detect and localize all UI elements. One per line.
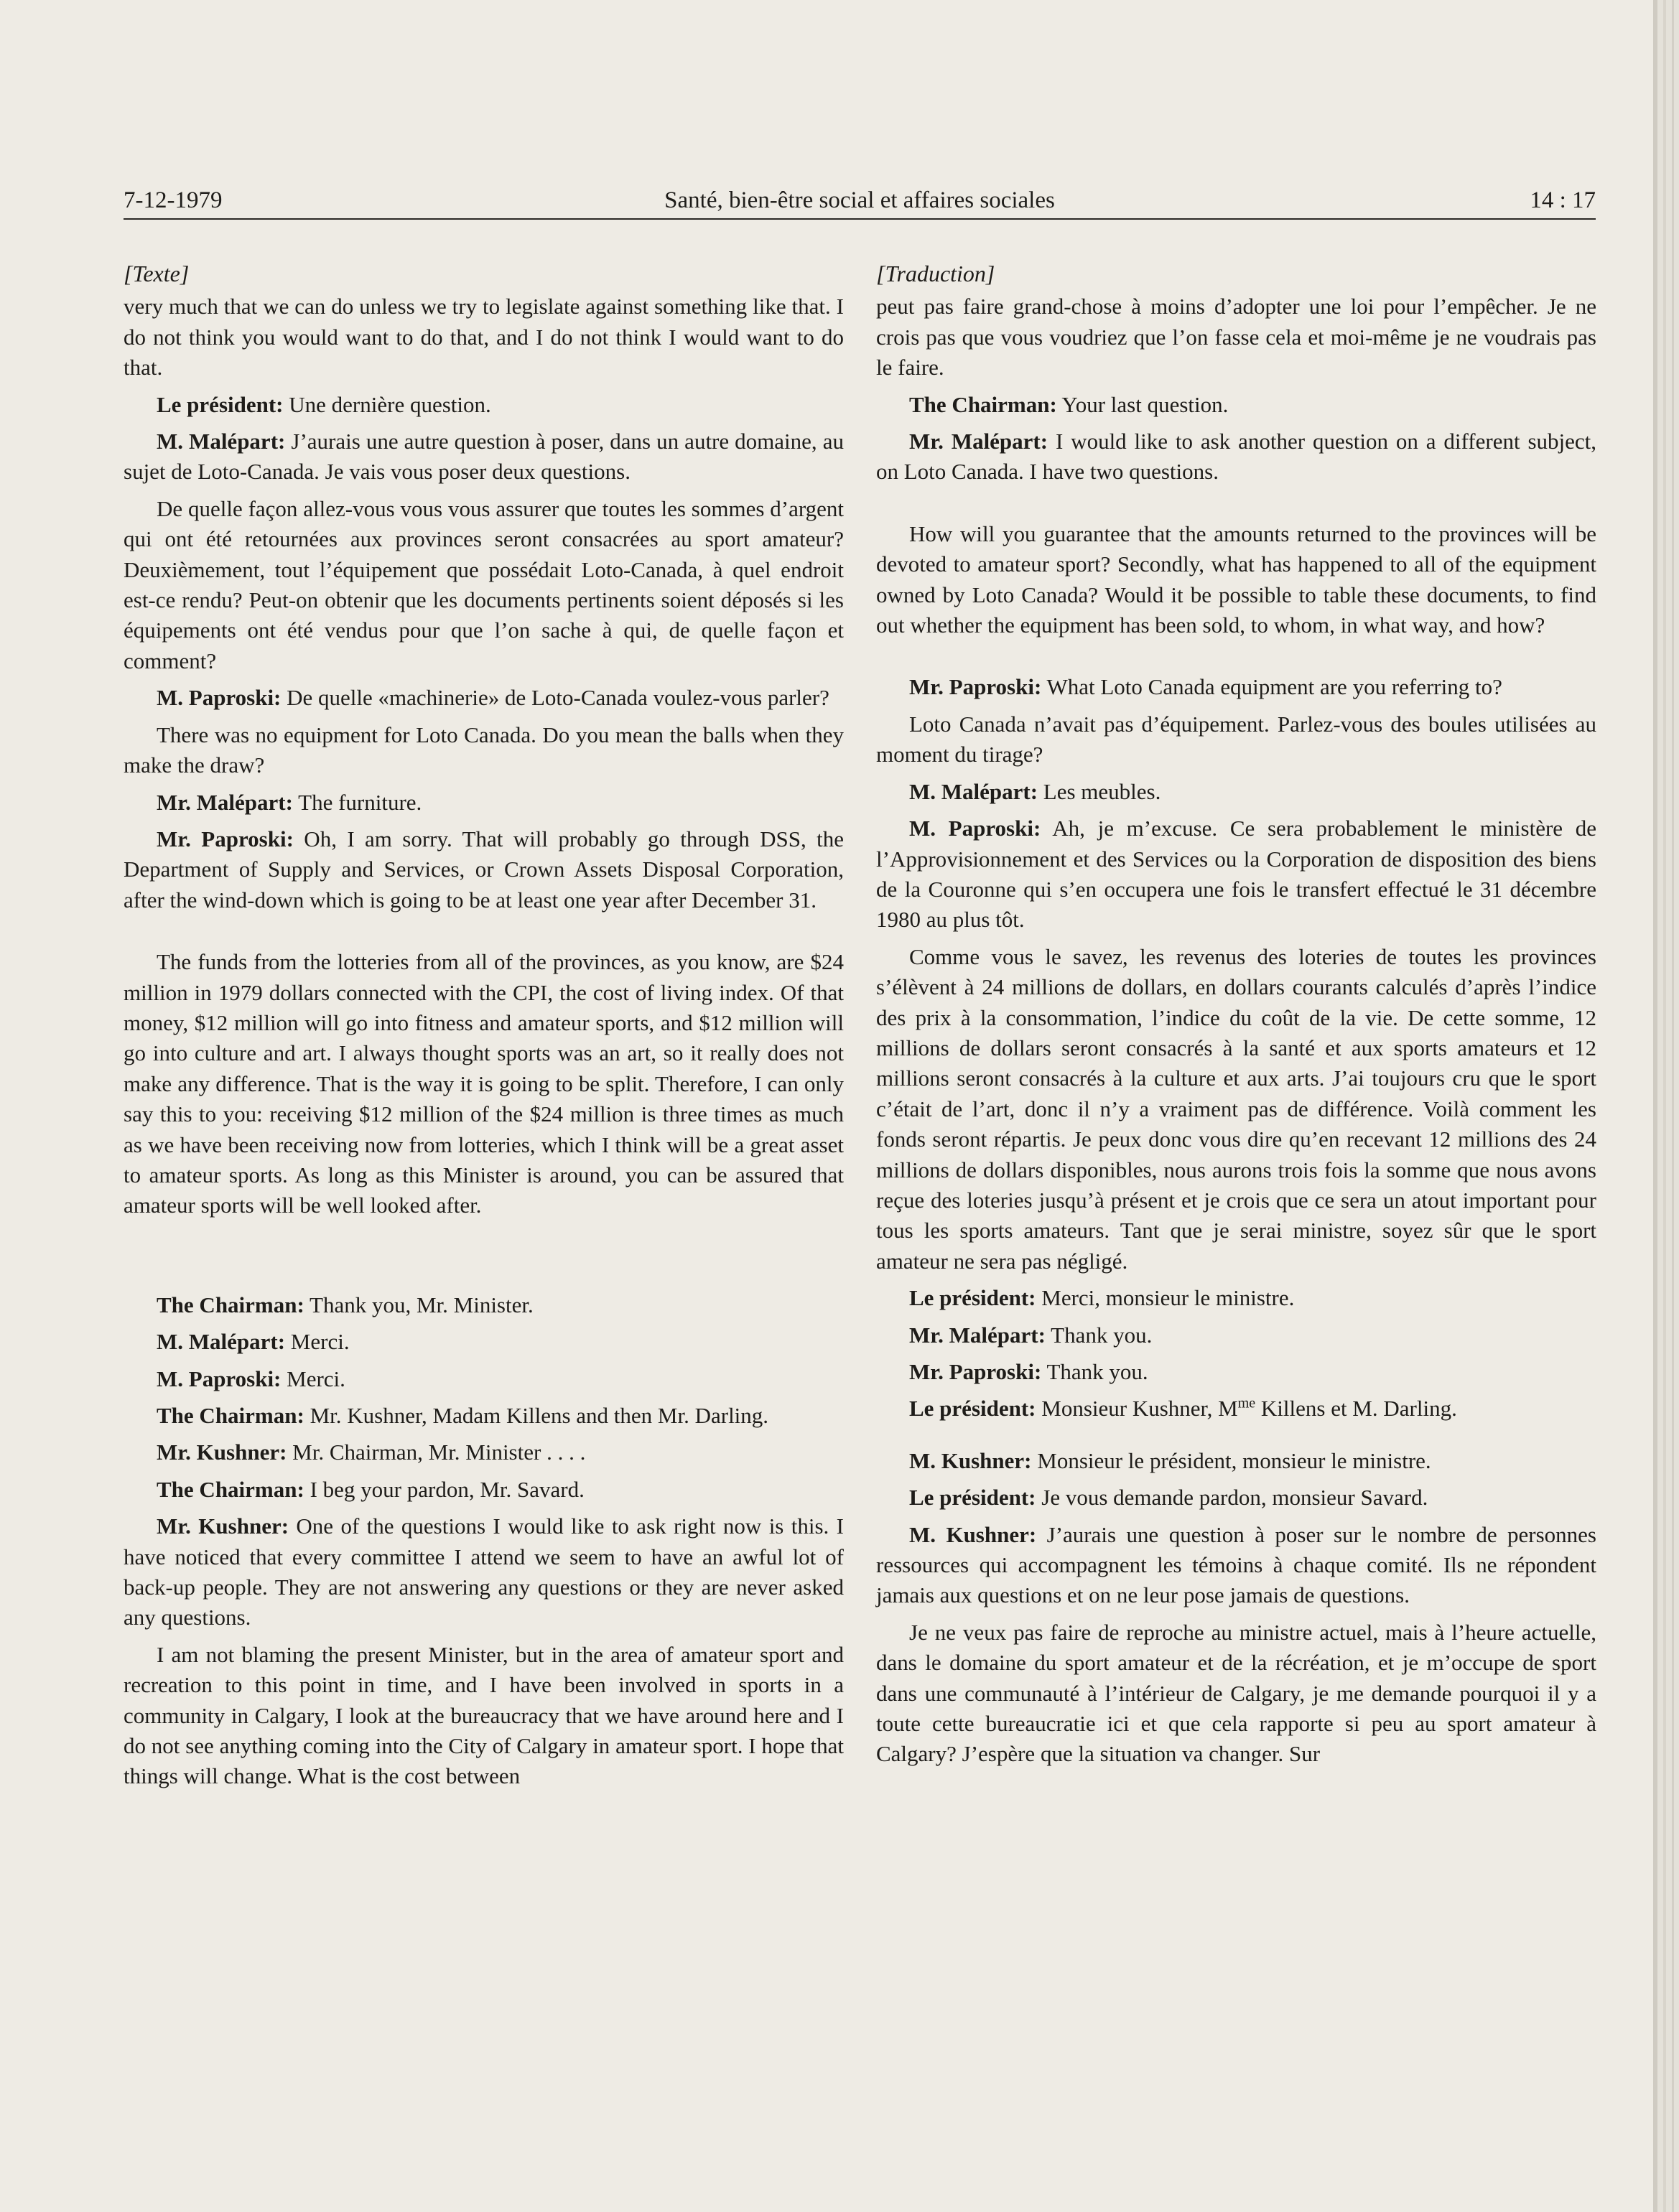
paragraph: M. Kushner: J’aurais une question à poser sur le nombre de personnes ressources qui accompagnent les témoins à chaque comité. Ils ne répondent jamais aux questions et on ne leur pose jamais de questions.	[876, 1521, 1596, 1608]
paragraph: M. Malépart: Merci.	[157, 1329, 350, 1355]
paragraph: The Chairman: Thank you, Mr. Minister.	[157, 1292, 534, 1317]
paragraph: M. Malépart: Les meubles.	[909, 778, 1161, 804]
paragraph: The Chairman: I beg your pardon, Mr. Savard.	[157, 1476, 585, 1502]
speaker-name: Le président:	[909, 1285, 1036, 1311]
right-column	[876, 258, 1596, 1776]
speaker-name: Mr. Kushner:	[157, 1439, 287, 1465]
paragraph: Comme vous le savez, les revenus des loteries de toutes les provinces s’élèvent à 24 millions de dollars, en dollars courants calculés d’après l’indice des prix à la consommation, l’indice du coût de la vie. De cette somme, 12 millions de dollars seront consacrés à la santé et aux sports amateurs et 12 millions seront consacrés à la culture et aux arts. J’ai toujours cru que le sport c’était de l’art, donc il n’y a vraiment pas de différence. Voilà comment les fonds seront répartis. Je peux donc vous dire qu’en recevant 12 millions des 24 millions de dollars disponibles, nous aurons trois fois la somme que nous avons reçue des loteries jusqu’à présent et je crois que ce sera un atout important pour tous les sports amateurs. Tant que je serai ministre, soyez sûr que le sport amateur ne sera pas négligé.	[876, 943, 1596, 1274]
paragraph: Le président: Merci, monsieur le ministre.	[909, 1285, 1295, 1311]
paragraph: De quelle façon allez-vous vous vous assurer que toutes les sommes d’argent qui ont été retournées aux provinces seront consacrées au sport amateur? Deuxièmement, tout l’équipement que possédait Loto-Canada, à quel endroit est-ce rendu? Peut-on obtenir que les documents pertinents soient déposés si les équipements ont été vendus pour que l’on sache à qui, de quelle façon et comment?	[124, 495, 844, 673]
speaker-name: M. Paproski:	[909, 816, 1041, 841]
speaker-name: Mr. Paproski:	[909, 674, 1042, 700]
paragraph: I am not blaming the present Minister, but in the area of amateur sport and recreation to this point in time, and I have been involved in sports in a community in Calgary, I look at the bureaucracy that we have around here and I do not see anything coming into the City of Calgary in amateur sport. I hope that things will change. What is the cost between	[124, 1641, 844, 1789]
paragraph: The Chairman: Mr. Kushner, Madam Killens and then Mr. Darling.	[157, 1403, 769, 1428]
paragraph: Loto Canada n’avait pas d’équipement. Parlez-vous des boules utilisées au moment du tirage?	[876, 711, 1596, 767]
speaker-name: Mr. Malépart:	[157, 789, 293, 815]
header-date: 7-12-1979	[124, 187, 223, 213]
paragraph: very much that we can do unless we try to legislate against something like that. I do not think you would want to do that, and I do not think I would want to do that.	[124, 294, 844, 381]
speaker-name: Mr. Paproski:	[157, 826, 294, 851]
paragraph: Le président: Monsieur Kushner, $M^{me}$ Killens et M. Darling.	[909, 1396, 1457, 1422]
page-edge	[1672, 0, 1674, 2212]
speaker-name: M. Malépart:	[157, 429, 286, 454]
speaker-name: Le président:	[909, 1396, 1036, 1422]
speaker-name: Mr. Malépart:	[909, 1322, 1046, 1348]
speaker-name: M. Kushner:	[909, 1447, 1032, 1473]
column-tag: [Traduction]	[876, 261, 995, 286]
paragraph: Mr. Paproski: Oh, I am sorry. That will probably go through DSS, the Department of Supply and Services, or Crown Assets Disposal Corporation, after the wind-down which is going to be at least one year after December 31.	[124, 826, 844, 913]
page-header	[124, 184, 1596, 217]
paragraph: M. Paproski: Ah, je m’excuse. Ce sera probablement le ministère de l’Approvisionnement et des Services ou la Corporation de disposition des biens de la Couronne qui s’en occupera une fois le transfert effectué le 31 décembre 1980 au plus tôt.	[876, 816, 1596, 933]
paragraph: M. Kushner: Monsieur le président, monsieur le ministre.	[909, 1447, 1431, 1473]
paragraph: Le président: Une dernière question.	[157, 391, 491, 417]
paragraph: The Chairman: Your last question.	[909, 391, 1229, 417]
paragraph: Mr. Paproski: Thank you.	[909, 1359, 1148, 1384]
speaker-name: The Chairman:	[157, 1476, 304, 1502]
paragraph: Mr. Malépart: I would like to ask another question on a different subject, on Loto Canada. I have two questions.	[876, 429, 1597, 485]
paragraph: Le président: Je vous demande pardon, monsieur Savard.	[909, 1485, 1428, 1511]
paragraph: How will you guarantee that the amounts returned to the provinces will be devoted to amateur sport? Secondly, what has happened to all of the equipment owned by Loto Canada? Would it be possible to table these documents, to find out whether the equipment has been sold, to whom, in what way, and how?	[876, 521, 1596, 638]
paragraph: M. Malépart: J’aurais une autre question à poser, dans un autre domaine, au sujet de Loto-Canada. Je vais vous poser deux questions.	[124, 429, 844, 485]
paragraph: M. Paproski: Merci.	[157, 1366, 345, 1391]
speaker-name: Mr. Malépart:	[909, 429, 1048, 454]
paragraph: Mr. Paproski: What Loto Canada equipment are you referring to?	[909, 674, 1502, 700]
speaker-name: M. Kushner:	[909, 1521, 1037, 1547]
paragraph: peut pas faire grand-chose à moins d’adopter une loi pour l’empêcher. Je ne crois pas que vous voudriez que l’on fasse cela et moi-même je ne voudrais pas le faire.	[876, 294, 1596, 381]
header-title: Santé, bien-être social et affaires sociales	[664, 187, 1055, 213]
speaker-name: M. Malépart:	[157, 1329, 286, 1355]
column-tag: [Texte]	[124, 261, 190, 286]
page-edge	[1653, 0, 1657, 2212]
paragraph: M. Paproski: De quelle «machinerie» de Loto-Canada voulez-vous parler?	[157, 685, 829, 711]
left-column	[124, 258, 844, 1798]
speaker-name: Le président:	[909, 1485, 1036, 1511]
paragraph: Mr. Malépart: The furniture.	[157, 789, 422, 815]
paragraph: The funds from the lotteries from all of the provinces, as you know, are $24 million in 1979 dollars connected with the CPI, the cost of living index. Of that money, $12 million will go into fitness and amateur sports, and $12 million will go into culture and art. I always thought sports was an art, so it really does not make any difference. That is the way it is going to be split. Therefore, I can only say this to you: receiving $12 million of the $24 million is three times as much as we have been receiving now from lotteries, which I think will be a great asset to amateur sports. As long as this Minister is around, you can be assured that amateur sports will be well looked after.	[124, 949, 844, 1218]
speaker-name: The Chairman:	[909, 391, 1057, 417]
speaker-name: The Chairman:	[157, 1403, 304, 1428]
paragraph: Je ne veux pas faire de reproche au ministre actuel, mais à l’heure actuelle, dans le domaine du sport amateur et de la récréation, et je m’occupe de sport dans une communauté à l’intérieur de Calgary, je me demande pourquoi il y a toute cette bureaucratie ici et que cela rapporte si peu au sport amateur à Calgary? J’espère que la situation va changer. Sur	[876, 1619, 1596, 1767]
speaker-name: The Chairman:	[157, 1292, 304, 1317]
speaker-name: Mr. Kushner:	[157, 1513, 289, 1539]
superscript: me	[1237, 1396, 1256, 1412]
paragraph: Mr. Kushner: One of the questions I would like to ask right now is this. I have noticed that every committee I attend we seem to have an awful lot of back-up people. They are not answering any questions or they are never asked any questions.	[124, 1513, 844, 1630]
paragraph: Mr. Kushner: Mr. Chairman, Mr. Minister . . . .	[157, 1439, 586, 1465]
header-rule	[124, 218, 1596, 220]
speaker-name: Mr. Paproski:	[909, 1359, 1042, 1384]
speaker-name: M. Paproski:	[157, 1366, 282, 1391]
speaker-name: M. Paproski:	[157, 685, 282, 711]
paragraph: Mr. Malépart: Thank you.	[909, 1322, 1153, 1348]
speaker-name: Le président:	[157, 391, 284, 417]
header-page-number: 14 : 17	[1530, 187, 1596, 213]
page-edge	[1663, 0, 1666, 2212]
paragraph: There was no equipment for Loto Canada. Do you mean the balls when they make the draw?	[124, 722, 844, 778]
speaker-name: M. Malépart:	[909, 778, 1038, 804]
